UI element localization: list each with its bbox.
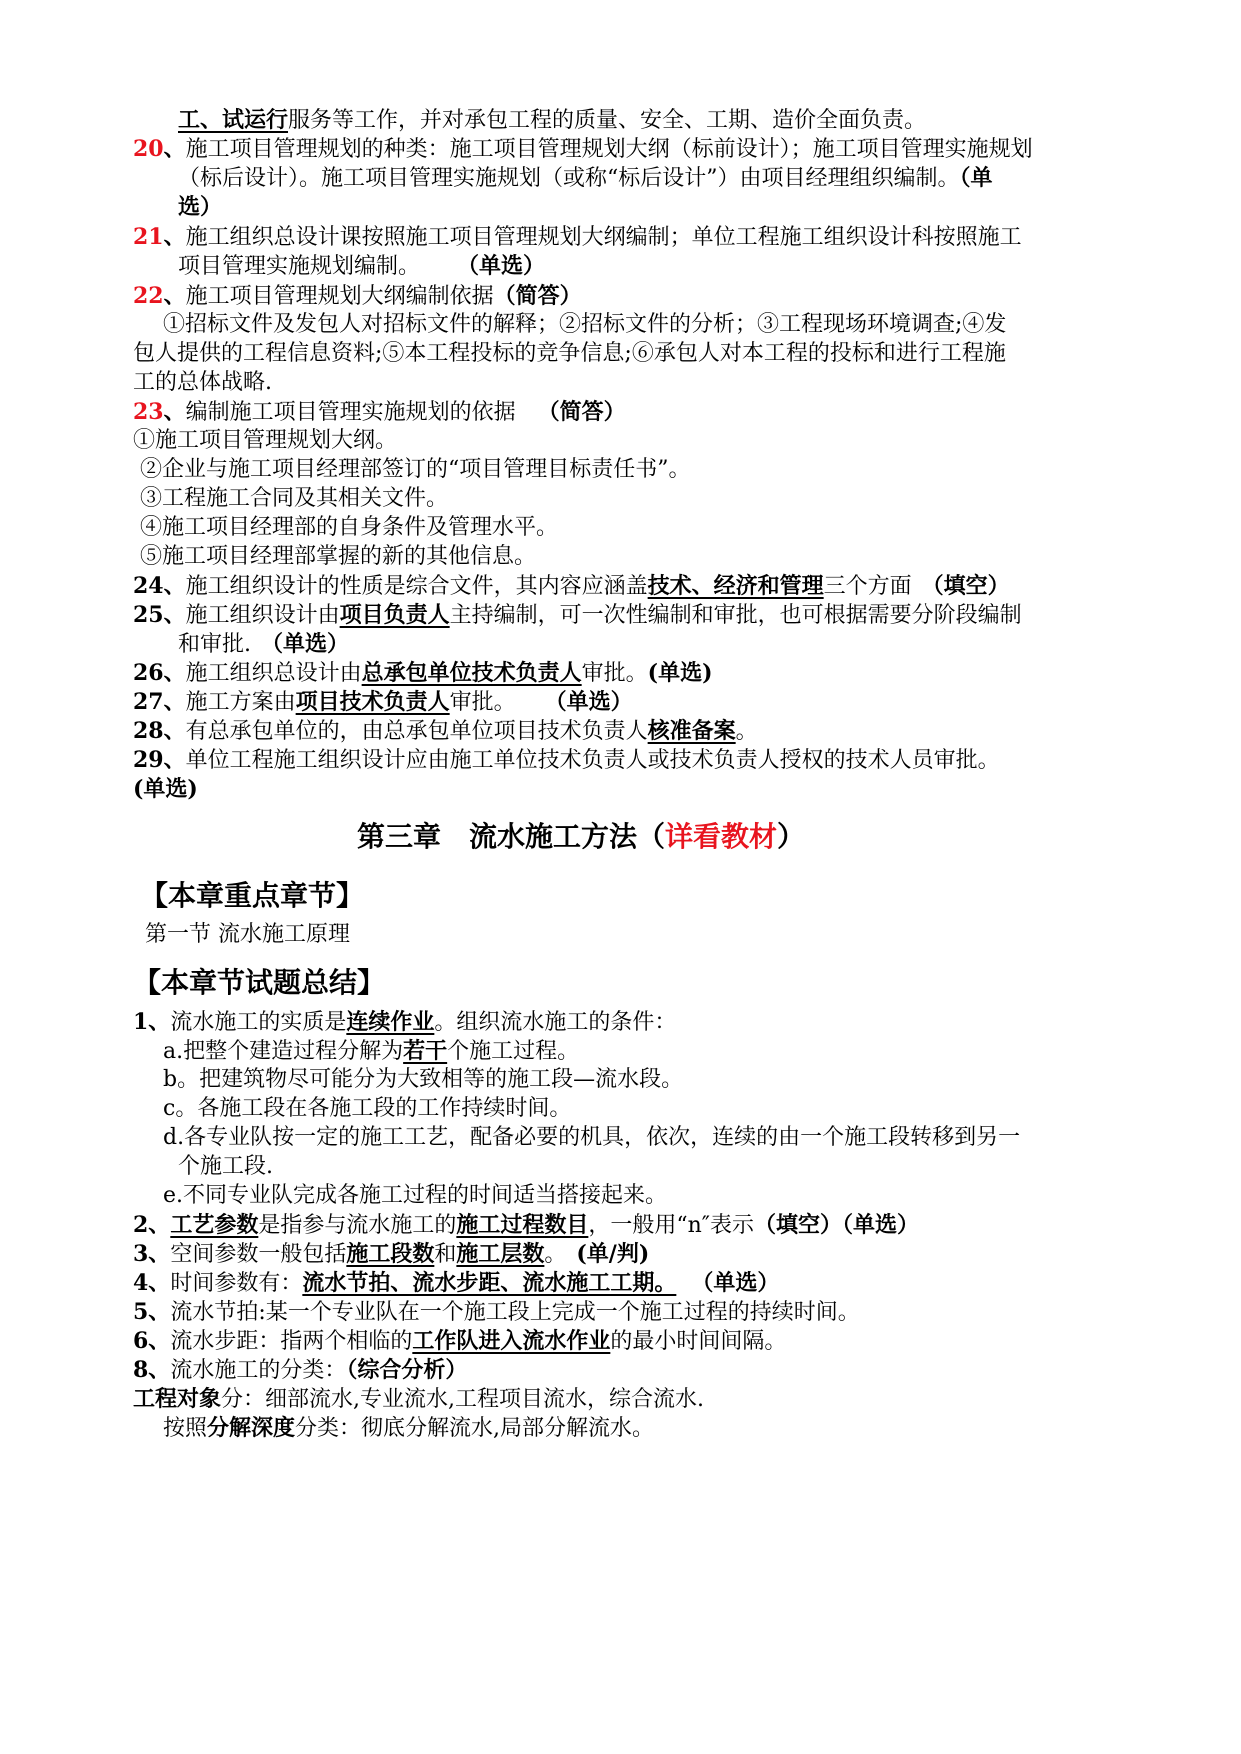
q25-number: 25、	[133, 602, 186, 628]
c3-line: 3、空间参数一般包括施工段数和施工层数。 (单/判)	[133, 1241, 650, 1267]
q29-line: 29、单位工程施工组织设计应由施工单位技术负责人或技术负责人授权的技术人员审批。	[133, 747, 1000, 773]
q21-line2: 项目管理实施规划编制。 （单选）	[178, 253, 546, 279]
q20-line2: （标后设计）。施工项目管理实施规划（或称“标后设计”）由项目经理组织编制。（单	[178, 165, 993, 191]
q24-number: 24、	[133, 573, 186, 599]
c4-line: 4、时间参数有：流水节拍、流水步距、流水施工工期。 （单选）	[133, 1270, 780, 1296]
q28-number: 28、	[133, 718, 186, 744]
q27-line: 27、施工方案由项目技术负责人审批。 （单选）	[133, 689, 633, 715]
q23-item-4: ④施工项目经理部的自身条件及管理水平。	[140, 515, 559, 540]
c1-highlight: 连续作业	[346, 1009, 435, 1035]
q23-item-3: ③工程施工合同及其相关文件。	[140, 486, 449, 511]
q20-number: 20	[133, 136, 164, 162]
q25-line1: 25、施工组织设计由项目负责人主持编制，可一次性编制和审批，也可根据需要分阶段编制	[133, 602, 1022, 628]
q20-tag: （单	[959, 165, 993, 191]
q24-highlight: 技术、经济和管理	[647, 573, 824, 599]
c5-line: 5、流水节拍:某一个专业队在一个施工段上完成一个施工过程的持续时间。	[133, 1299, 860, 1325]
q29-tag: (单选)	[133, 776, 198, 802]
c1-condition-e: e.不同专业队完成各施工过程的时间适当搭接起来。	[163, 1183, 668, 1208]
q26-number: 26、	[133, 660, 186, 686]
q23-item-5: ⑤施工项目经理部掌握的新的其他信息。	[140, 544, 537, 569]
q22-answer-line3: 工的总体战略.	[133, 370, 272, 395]
q22-answer-line2: 包人提供的工程信息资料;⑤本工程投标的竞争信息;⑥承包人对本工程的投标和进行工程施	[133, 341, 1006, 366]
object-classification: 工程对象分：细部流水,专业流水,工程项目流水，综合流水.	[133, 1386, 704, 1412]
q22-tag: （简答）	[493, 283, 582, 309]
q26-tag: (单选)	[647, 660, 713, 686]
q23-line: 23、编制施工项目管理实施规划的依据 （简答）	[133, 399, 626, 425]
c2-tag: （填空）（单选）	[754, 1212, 920, 1238]
c2-number: 2、	[133, 1212, 171, 1238]
c1-line: 1、流水施工的实质是连续作业。组织流水施工的条件：	[133, 1009, 677, 1035]
q25-tag: （单选）	[261, 631, 350, 657]
c1-condition-c: c。各施工段在各施工段的工作持续时间。	[163, 1096, 572, 1121]
c1-condition-d1: d.各专业队按一定的施工工艺，配备必要的机具，依次，连续的由一个施工段转移到另一	[163, 1125, 1021, 1150]
q26-highlight: 总承包单位技术负责人	[361, 660, 582, 686]
c4-number: 4、	[133, 1270, 171, 1296]
q19-highlight: 工、试运行	[178, 107, 289, 133]
c1-condition-d2: 个施工段.	[178, 1154, 273, 1179]
c3-number: 3、	[133, 1241, 171, 1267]
q27-highlight: 项目技术负责人	[295, 689, 450, 715]
c1-condition-b: b。把建筑物尽可能分为大致相等的施工段—流水段。	[163, 1067, 684, 1092]
c8-tag: （综合分析）	[346, 1357, 468, 1383]
q24-line: 24、施工组织设计的性质是综合文件，其内容应涵盖技术、经济和管理三个方面 （填空）	[133, 573, 1010, 599]
q29-number: 29、	[133, 747, 186, 773]
q28-line: 28、有总承包单位的，由总承包单位项目技术负责人核准备案。	[133, 718, 758, 744]
q20-line1: 20、施工项目管理规划的种类：施工项目管理规划大纲（标前设计）；施工项目管理实施规划	[133, 136, 1033, 162]
q23-tag: （简答）	[537, 399, 626, 425]
q25-line2: 和审批. （单选）	[178, 631, 350, 657]
c8-number: 8、	[133, 1357, 171, 1383]
c2-line: 2、工艺参数是指参与流水施工的施工过程数目，一般用“n″表示（填空）（单选）	[133, 1212, 920, 1238]
q19-text: 服务等工作，并对承包工程的质量、安全、工期、造价全面负责。	[288, 108, 927, 133]
c4-highlight: 流水节拍、流水步距、流水施工工期。	[302, 1270, 677, 1296]
q26-line: 26、施工组织总设计由总承包单位技术负责人审批。(单选)	[133, 660, 713, 686]
c5-number: 5、	[133, 1299, 171, 1325]
q23-item-2: ②企业与施工项目经理部签订的“项目管理目标责任书”。	[140, 457, 691, 482]
q23-number: 23	[133, 399, 164, 425]
q28-highlight: 核准备案	[647, 718, 736, 744]
focus-heading: 【本章重点章节】	[140, 879, 365, 912]
q21-tag: （单选）	[468, 253, 546, 279]
summary-heading: 【本章节试题总结】	[133, 966, 386, 999]
q22-number: 22	[133, 283, 164, 309]
c6-line: 6、流水步距：指两个相临的工作队进入流水作业的最小时间间隔。	[133, 1328, 787, 1354]
q25-highlight: 项目负责人	[339, 602, 450, 628]
c8-line: 8、流水施工的分类：（综合分析）	[133, 1357, 468, 1383]
c6-number: 6、	[133, 1328, 171, 1354]
c1-number: 1、	[133, 1009, 171, 1035]
depth-classification: 按照分解深度分类：彻底分解流水,局部分解流水。	[163, 1415, 655, 1441]
q27-tag: （单选）	[555, 689, 633, 715]
q21-line1: 21、施工组织总设计课按照施工项目管理规划大纲编制；单位工程施工组织设计科按照施工	[133, 224, 1022, 250]
q24-tag: （填空）	[921, 573, 1010, 599]
chapter-note: 详看教材	[665, 820, 778, 853]
c3-tag: (单/判)	[576, 1241, 650, 1267]
c1-condition-a: a.把整个建造过程分解为若干个施工过程。	[163, 1038, 580, 1064]
q22-answer-line1: ①招标文件及发包人对招标文件的解释；②招标文件的分析；③工程现场环境调查;④发	[163, 312, 1007, 337]
c6-highlight: 工作队进入流水作业	[412, 1328, 611, 1354]
q23-item-1: ①施工项目管理规划大纲。	[133, 428, 398, 453]
q21-number: 21	[133, 224, 164, 250]
chapter-title: 第三章 流水施工方法（详看教材）	[357, 820, 806, 853]
q20-line3: 选）	[178, 194, 223, 220]
q19-tail	[178, 105, 926, 136]
c4-tag: （单选）	[702, 1270, 780, 1296]
section-1: 第一节 流水施工原理	[145, 922, 350, 947]
q27-number: 27、	[133, 689, 186, 715]
q22-line: 22、施工项目管理规划大纲编制依据（简答）	[133, 283, 582, 309]
